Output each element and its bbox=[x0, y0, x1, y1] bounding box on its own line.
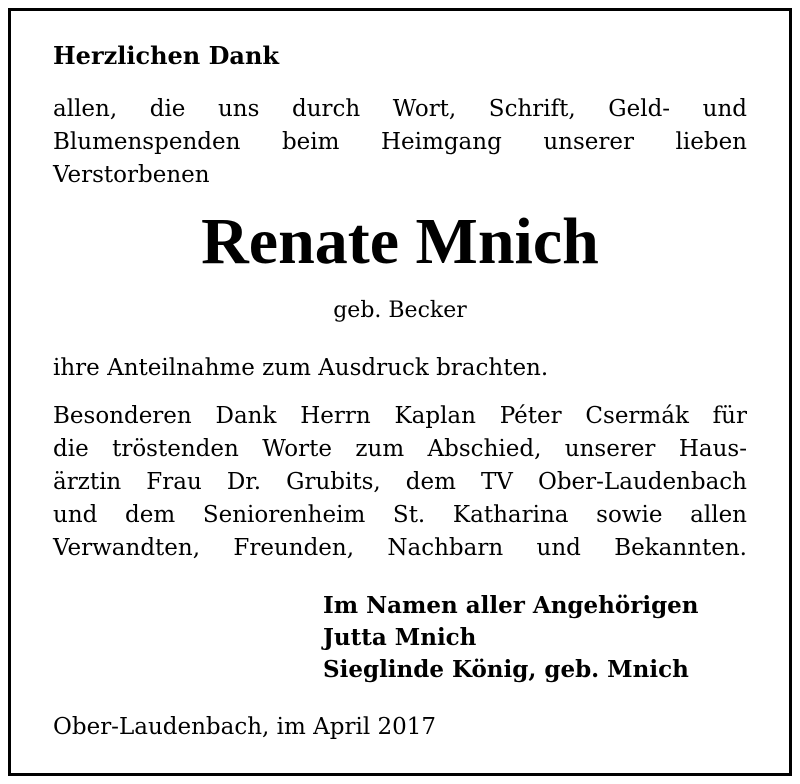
birth-name: geb. Becker bbox=[333, 298, 467, 323]
thanks-line: und dem Seniorenheim St. Katharina sowie allen bbox=[53, 502, 747, 528]
signature-block bbox=[323, 590, 699, 686]
notice-heading: Herzlichen Dank bbox=[53, 41, 280, 70]
thanks-line: Verwandten, Freunden, Nachbarn und Bekannten. bbox=[53, 535, 747, 561]
sympathy-text: ihre Anteilnahme zum Ausdruck brachten. bbox=[53, 355, 549, 381]
thanks-line: ärztin Frau Dr. Grubits, dem TV Ober-Laudenbach bbox=[53, 469, 747, 495]
signature-line-relatives: Im Namen aller Angehörigen bbox=[323, 592, 699, 619]
signature-line-name: Sieglinde König, geb. Mnich bbox=[323, 656, 689, 683]
intro-text: allen, die uns durch Wort, Schrift, Geld- und Blumenspenden beim Heimgang unserer lieben Verstorbenen bbox=[53, 96, 747, 188]
deceased-name: Renate Mnich bbox=[201, 205, 599, 278]
thanks-line: die tröstenden Worte zum Abschied, unserer Haus- bbox=[53, 436, 747, 462]
special-thanks bbox=[53, 400, 747, 565]
thanks-line: Besonderen Dank Herrn Kaplan Péter Csermák für bbox=[53, 403, 747, 429]
signature-line-name: Jutta Mnich bbox=[323, 624, 477, 651]
place-and-date: Ober-Laudenbach, im April 2017 bbox=[53, 714, 437, 740]
